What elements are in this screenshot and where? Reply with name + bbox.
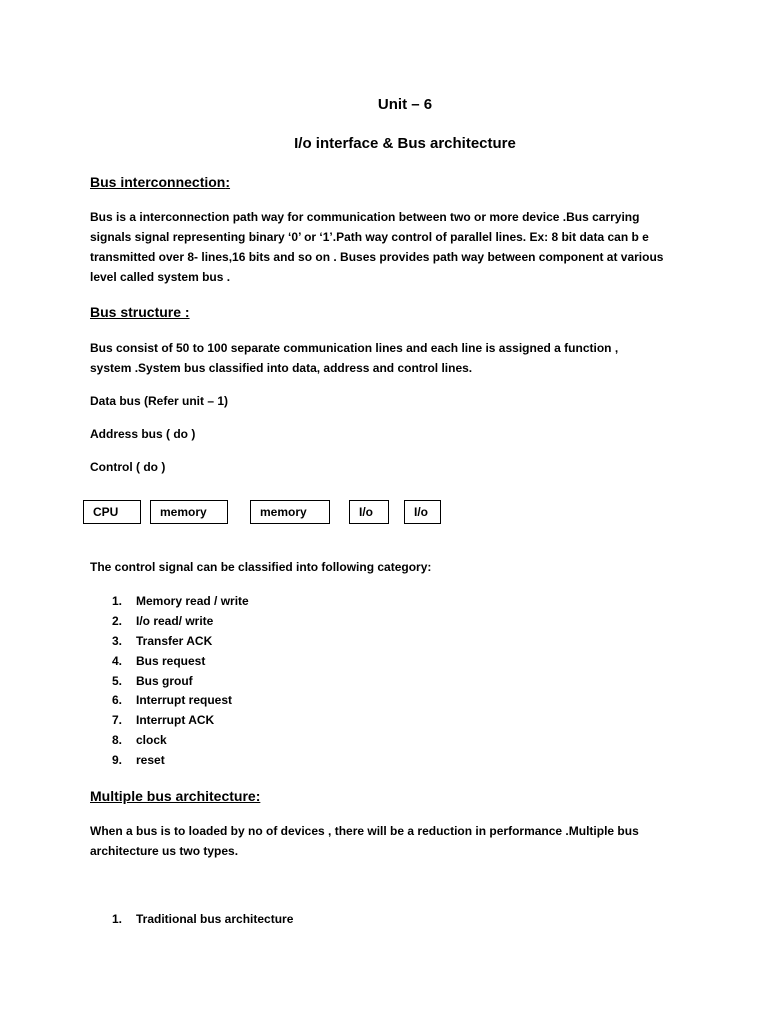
heading-colon: : xyxy=(225,174,231,190)
list-item-text: I/o read/ write xyxy=(136,613,214,628)
diagram-box-cpu: CPU xyxy=(83,500,141,524)
list-item-text: reset xyxy=(136,753,165,768)
list-item-text: Memory read / write xyxy=(136,594,249,608)
list-item-number: 4. xyxy=(112,653,123,668)
unit-title: Unit – 6 xyxy=(377,96,433,113)
list-item-text: Bus grouf xyxy=(136,673,193,688)
control-signal-intro: The control signal can be classified into following category: xyxy=(90,560,432,574)
list-item xyxy=(90,750,249,770)
bus-structure-paragraph-line1: Bus consist of 50 to 100 separate communication lines and each line is assigned a function , xyxy=(90,341,619,355)
bus-structure-paragraph-line2: system .System bus classified into data, address and control lines. xyxy=(90,361,473,375)
list-item-text: Interrupt request xyxy=(136,693,233,708)
list-item-number: 8. xyxy=(112,733,123,748)
multiple-bus-paragraph: When a bus is to loaded by no of devices , there will be a reduction in performance .Multiple bus architecture us two types. xyxy=(90,824,639,858)
address-bus-line: Address bus ( do ) xyxy=(90,427,196,441)
list-item xyxy=(90,671,249,691)
data-bus-line: Data bus (Refer unit – 1) xyxy=(90,394,229,408)
page-subtitle: I/o interface & Bus architecture xyxy=(294,135,516,152)
list-item-text: Transfer ACK xyxy=(136,633,213,648)
heading-bus-interconnection-text: Bus interconnection xyxy=(90,174,226,190)
list-item-text: Traditional bus architecture xyxy=(136,912,294,926)
list-item-text: Interrupt ACK xyxy=(136,713,215,728)
diagram-box-memory: memory xyxy=(250,500,330,524)
list-item-text: clock xyxy=(136,733,167,748)
list-item-text: Bus request xyxy=(136,653,206,668)
heading-bus-structure: Bus structure : xyxy=(90,304,190,320)
list-item xyxy=(90,710,249,730)
heading-bus-interconnection xyxy=(90,174,230,190)
list-item xyxy=(90,611,249,631)
diagram-box-io: I/o xyxy=(349,500,389,524)
bus-architecture-type-list xyxy=(90,909,293,929)
list-item-number: 9. xyxy=(112,753,123,768)
list-item xyxy=(90,631,249,651)
bus-interconnection-paragraph: Bus is a interconnection path way for communication between two or more device .Bus carrying signals signal representing binary ‘0’ or ‘1’.Path way control of parallel lines. Ex: 8 bit data can b e transmitted over 8- lines,16 bits and so on . Buses provides path way between component at various level called system bus . xyxy=(90,210,664,284)
list-item-number: 7. xyxy=(112,713,123,728)
list-item-number: 1. xyxy=(112,912,123,926)
list-item-number: 2. xyxy=(112,613,123,628)
list-item-number: 5. xyxy=(112,673,123,688)
diagram-box-io: I/o xyxy=(404,500,441,524)
list-item xyxy=(90,591,249,611)
list-item xyxy=(90,909,293,929)
list-item-number: 1. xyxy=(112,594,123,608)
heading-multiple-bus-architecture: Multiple bus architecture: xyxy=(90,788,261,804)
list-item-number: 6. xyxy=(112,693,123,708)
list-item xyxy=(90,730,249,750)
diagram-box-memory: memory xyxy=(150,500,228,524)
control-line: Control ( do ) xyxy=(90,460,166,474)
list-item xyxy=(90,651,249,671)
list-item xyxy=(90,690,249,710)
control-signal-list xyxy=(90,591,249,770)
list-item-number: 3. xyxy=(112,633,123,648)
